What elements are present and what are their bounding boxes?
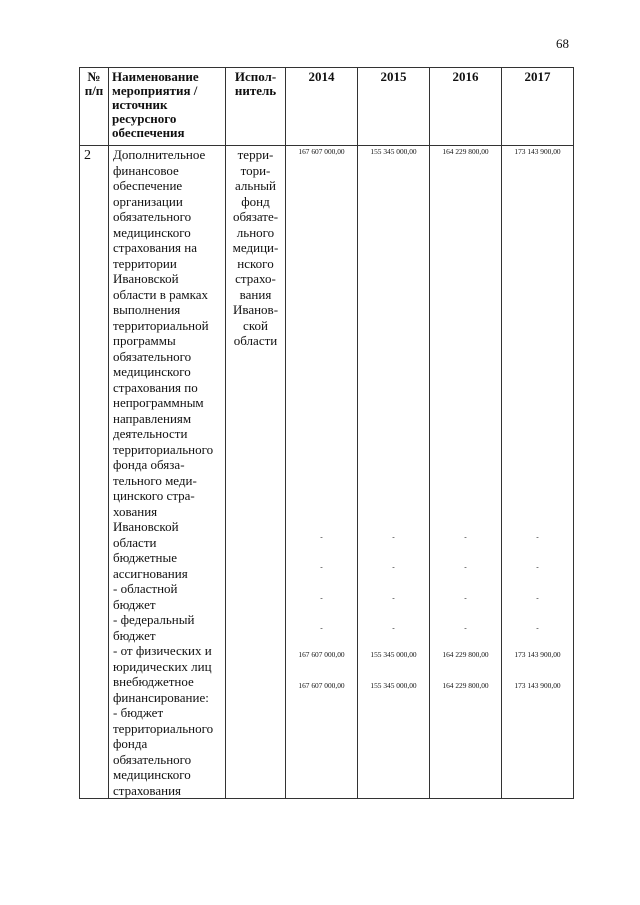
value-individuals: -: [392, 623, 395, 632]
value-total: 167 607 000,00: [298, 147, 345, 156]
row-executor: [226, 146, 285, 350]
row-name-line: страхования: [113, 782, 182, 798]
row-name-line: деятельности: [113, 426, 188, 441]
value-total: 164 229 800,00: [442, 147, 489, 156]
row-executor-line: льного: [236, 224, 275, 240]
value-total: 155 345 000,00: [370, 147, 417, 156]
row-name-line: Ивановской: [113, 519, 179, 534]
header-name-line-1: Наименование: [112, 69, 199, 84]
row-name-line: Дополнительное: [113, 147, 206, 162]
row-name-line: страхования по: [113, 379, 198, 395]
value-extrabudgetary: 173 143 900,00: [514, 650, 561, 659]
header-number: [80, 68, 109, 146]
header-year-2016: 2016: [430, 68, 502, 146]
row-name-line: области в рамках: [113, 286, 208, 302]
row-executor-line: фонд: [241, 193, 270, 209]
value-budget: -: [320, 532, 323, 541]
value-extrabudgetary: 167 607 000,00: [298, 650, 345, 659]
year-column-2017: [502, 146, 573, 770]
row-name-line: территории: [113, 255, 177, 271]
row-name-line: территориального: [113, 720, 214, 736]
row-executor-cell: [226, 146, 286, 799]
header-year-2015: 2015: [358, 68, 430, 146]
value-federal: -: [392, 593, 395, 602]
value-regional: -: [392, 562, 395, 571]
row-executor-line: области: [233, 333, 278, 348]
row-executor-line: альный: [235, 178, 276, 193]
value-extrabudgetary: 155 345 000,00: [370, 650, 417, 659]
value-individuals: -: [536, 623, 539, 632]
row-name-line: ассигнования: [113, 565, 188, 581]
row-name-line: организации: [113, 193, 183, 209]
header-executor-line-1: Испол-: [234, 69, 277, 84]
value-budget: -: [392, 532, 395, 541]
row-name-line: территориальной: [113, 317, 209, 333]
value-budget: -: [536, 532, 539, 541]
header-name-line-2: мероприятия /: [112, 83, 198, 98]
value-regional: -: [320, 562, 323, 571]
value-budget: -: [464, 532, 467, 541]
row-name-line: бюджет: [113, 627, 156, 643]
value-tfoms: 167 607 000,00: [298, 681, 345, 690]
value-federal: -: [536, 593, 539, 602]
value-tfoms: 155 345 000,00: [370, 681, 417, 690]
row-name-line: территориального: [113, 441, 214, 457]
row-executor-line: вания: [239, 286, 272, 302]
header-name-line-3: источник: [112, 97, 168, 112]
row-executor-line: страхо-: [235, 271, 276, 286]
row-name-line: хования: [113, 503, 158, 519]
row-name-line: обязательного: [113, 751, 192, 767]
row-name-line: - федеральный: [113, 612, 195, 627]
row-name-line: медицинского: [113, 224, 191, 240]
row-executor-line: терри-: [237, 147, 274, 162]
year-cell-2017: [502, 146, 574, 799]
table-row: [80, 146, 574, 799]
row-name-line: обеспечение: [113, 178, 183, 193]
value-federal: -: [320, 593, 323, 602]
row-name-line: бюджетные: [113, 550, 178, 565]
value-total: 173 143 900,00: [514, 147, 561, 156]
value-federal: -: [464, 593, 467, 602]
row-name-line: страхования на: [113, 240, 197, 255]
value-individuals: -: [320, 623, 323, 632]
row-name-line: медицинского: [113, 364, 191, 379]
row-name-line: направлениям: [113, 410, 192, 426]
row-name-line: обязательного: [113, 348, 192, 364]
row-name-line: - от физических и: [113, 643, 212, 658]
header-executor: [226, 68, 286, 146]
budget-table: [79, 67, 574, 799]
row-name-line: бюджет: [113, 596, 156, 612]
row-name-line: программы: [113, 333, 176, 348]
row-executor-line: тори-: [240, 162, 271, 178]
row-name-line: финансовое: [113, 162, 179, 178]
value-tfoms: 173 143 900,00: [514, 681, 561, 690]
header-number-line-1: №: [87, 69, 101, 84]
row-name-line: внебюджетное: [113, 674, 194, 689]
year-cell-2016: [430, 146, 502, 799]
row-number: 2: [80, 146, 109, 799]
value-tfoms: 164 229 800,00: [442, 681, 489, 690]
row-executor-line: медици-: [232, 240, 279, 255]
row-name-line: выполнения: [113, 302, 181, 317]
year-column-2014: [286, 146, 357, 770]
row-name-line: - областной: [113, 581, 178, 596]
header-number-line-2: п/п: [84, 83, 104, 98]
header-executor-line-2: нитель: [234, 83, 277, 98]
row-name-line: тельного меди-: [113, 472, 197, 488]
table-header-row: [80, 68, 574, 146]
row-name-line: Ивановской: [113, 271, 179, 286]
row-name: [109, 146, 225, 798]
row-name-line: цинского стра-: [113, 488, 195, 503]
row-name-line: юридических лиц: [113, 658, 212, 674]
row-name-cell: [109, 146, 226, 799]
row-name-line: фонда: [113, 736, 148, 751]
year-column-2015: [358, 146, 429, 770]
value-regional: -: [536, 562, 539, 571]
header-name-line-4: ресурсного: [112, 111, 177, 126]
row-name-line: непрограммным: [113, 395, 204, 410]
row-name-line: - бюджет: [113, 705, 164, 720]
value-individuals: -: [464, 623, 467, 632]
header-year-2014: 2014: [286, 68, 358, 146]
header-name-line-5: обеспечения: [112, 125, 185, 140]
year-column-2016: [430, 146, 501, 770]
row-name-line: области: [113, 534, 157, 550]
row-name-line: медицинского: [113, 767, 191, 782]
row-executor-line: обязате-: [232, 209, 279, 224]
row-executor-line: нского: [237, 255, 274, 271]
row-executor-line: ской: [243, 317, 268, 333]
row-name-line: фонда обяза-: [113, 457, 185, 472]
header-name: [109, 68, 226, 146]
year-cell-2015: [358, 146, 430, 799]
row-executor-line: Иванов-: [232, 302, 279, 317]
page-number: 68: [556, 36, 569, 51]
value-extrabudgetary: 164 229 800,00: [442, 650, 489, 659]
header-year-2017: 2017: [502, 68, 574, 146]
row-name-line: обязательного: [113, 209, 192, 224]
value-regional: -: [464, 562, 467, 571]
year-cell-2014: [286, 146, 358, 799]
row-name-line: финансирование:: [113, 689, 209, 705]
